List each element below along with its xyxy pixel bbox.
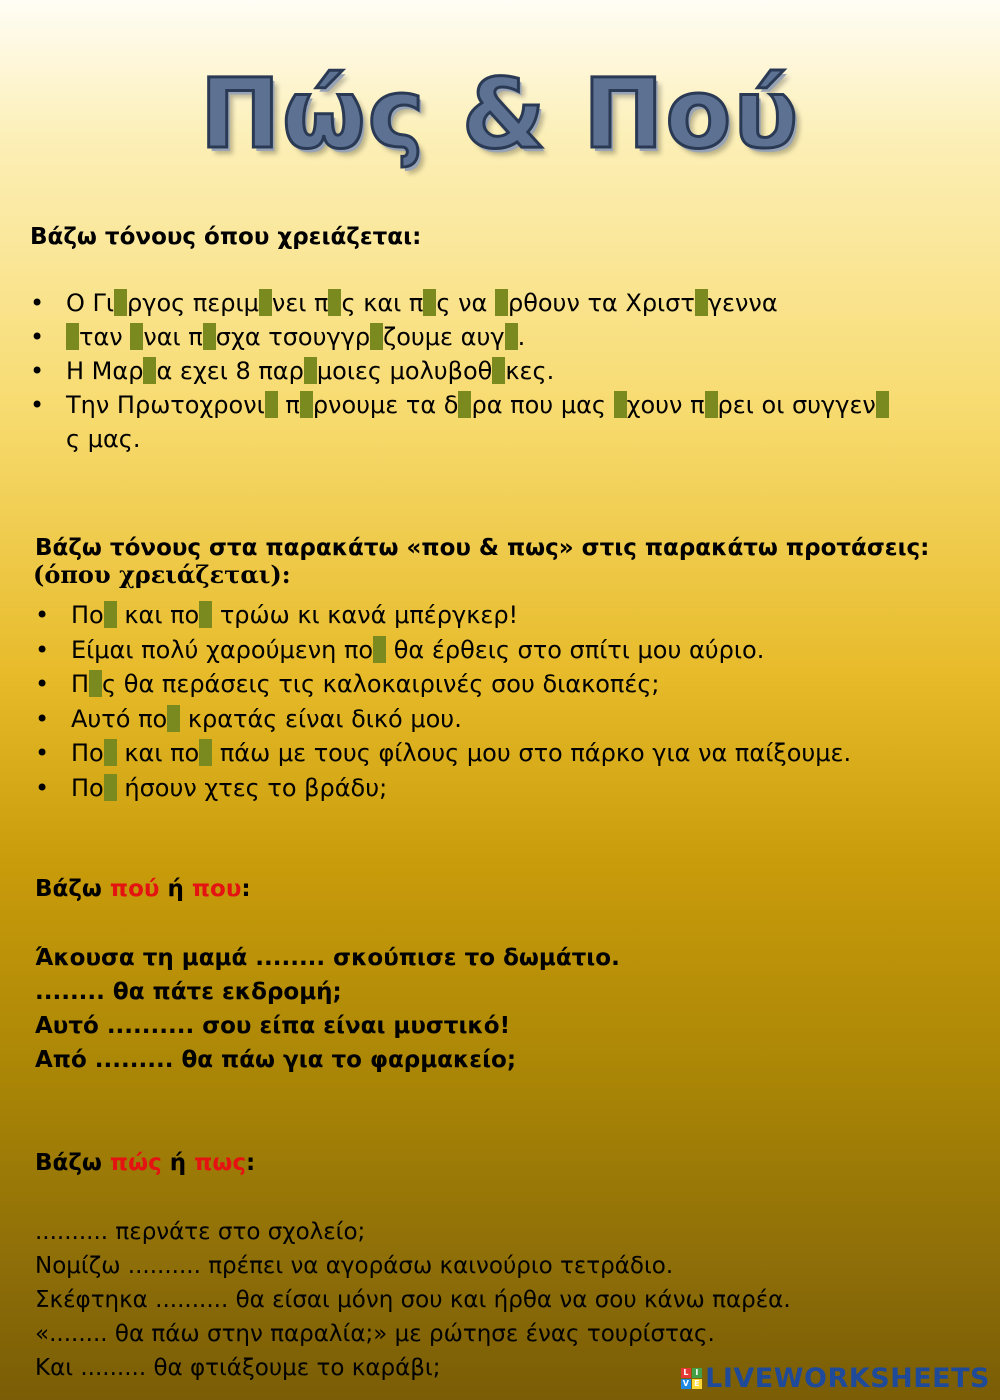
sentence-fragment: ρθουν τα Χριστ [507,289,695,317]
accent-answer-box[interactable] [370,323,383,350]
section3-connector: ή [159,876,192,902]
section3-sentence-list [35,941,620,1077]
section3-colon: : [241,876,251,902]
logo-letter-tile: V [682,1379,690,1388]
sentence-fragment: μοιες μολυβοθ [316,357,493,385]
sentence-fragment: ταν [79,323,131,351]
accent-answer-box[interactable] [143,357,156,384]
fill-in-sentence[interactable]: «........ θα πάω στην παραλία;» με ρώτησε ένας τουρίστας. [35,1321,715,1347]
logo-letter-tile: E [692,1379,702,1389]
accent-answer-box[interactable] [304,357,317,384]
fill-in-sentence[interactable]: ........ θα πάτε εκδρομή; [35,979,342,1005]
sentence-fragment: τρώω κι κανά μπέργκερ! [212,601,519,629]
sentence-fragment: Ο Γι [66,289,115,317]
sentence-fragment: ρα που μας [471,391,614,419]
accent-answer-box[interactable] [458,391,471,418]
sentence-item [35,598,935,633]
section3-option-pou-accented: πού [109,876,160,902]
sentence-fragment: ρνουμε τα δ [312,391,459,419]
sentence-item [35,736,935,771]
sentence-item [35,633,935,668]
sentence-fragment: ργος περιμ [127,289,259,317]
sentence-item [30,388,890,456]
sentence-fragment: . [517,323,526,351]
sentence-fragment: θα έρθεις στο σπίτι μου αύριο. [386,635,765,664]
section1-sentence-list [30,286,890,456]
accent-answer-box[interactable] [259,289,272,316]
sentence-fragment: Πο [71,601,104,629]
sentence-fragment: κρατάς είναι δικό μου. [180,704,462,733]
accent-answer-box[interactable] [104,774,117,801]
accent-answer-box[interactable] [89,670,102,697]
sentence-fragment: ς και π [341,289,424,317]
accent-answer-box[interactable] [614,391,627,418]
sentence-fragment: γεννα [707,289,778,317]
fill-in-sentence[interactable]: Αυτό .......... σου είπα είναι μυστικό! [35,1013,511,1039]
section4-connector: ή [161,1150,195,1176]
accent-answer-box[interactable] [423,289,436,316]
sentence-item [30,320,890,354]
sentence-fragment: ζουμε αυγ [383,323,505,351]
sentence-fragment: νει π [271,289,329,317]
sentence-fragment: σχα τσουγγρ [215,323,371,351]
sentence-fragment: ναι π [143,323,203,351]
sentence-fragment: και πο [116,601,200,629]
accent-answer-box[interactable] [66,323,79,350]
section1-heading: Βάζω τόνους όπου χρειάζεται: [30,224,422,250]
logo-text: LIVEWORKSHEETS [705,1363,990,1394]
page-title: Πώς & Πού [199,58,801,170]
sentence-fragment: Πο [71,739,104,767]
section3-heading [35,876,251,902]
sentence-fragment: Πο [71,773,104,802]
sentence-fragment: ς θα περάσεις τις καλοκαιρινές σου διακοπές; [102,670,660,698]
sentence-fragment: Είμαι πολύ χαρούμενη πο [71,635,374,664]
sentence-fragment: Η Μαρ [66,357,144,385]
fill-in-sentence[interactable]: Νομίζω .......... πρέπει να αγοράσω καινούριο τετράδιο. [35,1253,674,1279]
section3-heading-prefix: Βάζω [35,876,110,902]
accent-answer-box[interactable] [104,739,117,766]
logo-letter-tile: L [681,1368,691,1378]
fill-in-sentence[interactable]: Από ......... θα πάω για το φαρμακείο; [35,1047,517,1073]
section3-option-pou: που [191,876,242,902]
section4-sentence-list [35,1215,791,1385]
accent-answer-box[interactable] [373,636,386,663]
fill-in-sentence[interactable]: Και ......... θα φτιάξουμε το καράβι; [35,1355,441,1381]
accent-answer-box[interactable] [104,601,117,628]
sentence-fragment: χουν π [626,391,705,419]
sentence-item [30,286,890,320]
sentence-fragment: ς να [436,289,495,317]
sentence-fragment: και πο [116,739,200,767]
fill-in-sentence[interactable]: Σκέφτηκα .......... θα είσαι μόνη σου και ήρθα να σου κάνω παρέα. [35,1287,791,1313]
sentence-fragment: Την Πρωτοχρονι [66,391,265,419]
section4-heading [35,1150,255,1176]
sentence-fragment: κες. [505,357,555,385]
sentence-fragment: π [277,391,300,419]
sentence-fragment: Αυτό πο [71,704,168,733]
logo-grid-icon [681,1368,702,1389]
sentence-fragment: ς μας. [66,425,141,453]
liveworksheets-logo [681,1363,990,1394]
accent-answer-box[interactable] [167,705,180,732]
accent-answer-box[interactable] [199,601,212,628]
section2-sentence-list [35,598,935,805]
section4-option-pos: πως [194,1150,246,1176]
fill-in-sentence[interactable]: .......... περνάτε στο σχολείο; [35,1219,366,1245]
accent-answer-box[interactable] [495,289,508,316]
accent-answer-box[interactable] [130,323,143,350]
accent-answer-box[interactable] [695,289,708,316]
sentence-item [35,771,935,806]
sentence-fragment: πάω με τους φίλους μου στο πάρκο για να παίξουμε. [212,739,852,767]
sentence-fragment: Π [71,670,90,698]
section4-colon: : [245,1150,256,1176]
sentence-item [30,354,890,388]
sentence-fragment: ρει οι συγγεν [717,391,876,419]
accent-answer-box[interactable] [265,391,278,418]
sentence-fragment: ήσουν χτες το βράδυ; [116,773,388,802]
accent-answer-box[interactable] [300,391,313,418]
fill-in-sentence[interactable]: Άκουσα τη μαμά ........ σκούπισε το δωμάτιο. [35,945,620,971]
accent-answer-box[interactable] [492,357,505,384]
section2-heading: Βάζω τόνους στα παρακάτω «που & πως» στις παρακάτω προτάσεις: [35,535,930,561]
logo-letter-tile: I [692,1368,702,1378]
accent-answer-box[interactable] [705,391,718,418]
accent-answer-box[interactable] [199,739,212,766]
section4-heading-prefix: Βάζω [35,1150,110,1176]
accent-answer-box[interactable] [203,323,216,350]
sentence-fragment: α εχει 8 παρ [156,357,304,385]
section4-option-pos-accented: πώς [109,1150,162,1176]
sentence-item [35,702,935,737]
accent-answer-box[interactable] [328,289,341,316]
sentence-item [35,667,935,702]
accent-answer-box[interactable] [505,323,518,350]
accent-answer-box[interactable] [876,391,889,418]
section2-subheading: (όπου χρειάζεται): [33,560,291,589]
accent-answer-box[interactable] [114,289,127,316]
